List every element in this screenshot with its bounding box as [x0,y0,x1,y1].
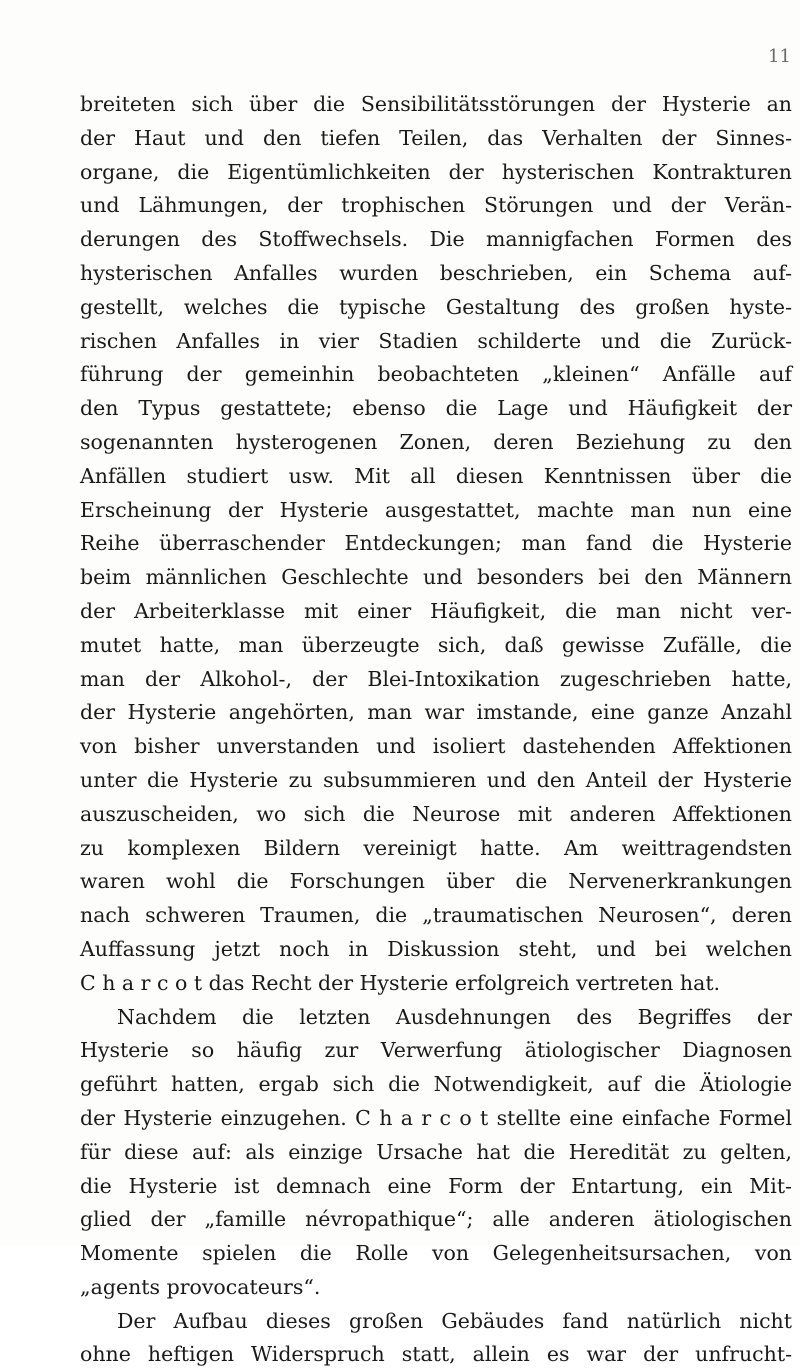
text-line: von bisher unverstanden und isoliert dastehenden Affektionen [80,734,792,759]
text-line: beim männlichen Geschlechte und besonders bei den Männern [80,565,792,590]
text-line: für diese auf: als einzige Ursache hat die Heredität zu gelten, [80,1139,792,1164]
text-line: organe, die Eigentümlichkeiten der hysterischen Kontrakturen [80,159,792,184]
text-line: der Haut und den tiefen Teilen, das Verhalten der Sinnes- [80,125,792,150]
text-line: Anfällen studiert usw. Mit all diesen Kenntnissen über die [80,463,792,488]
text-line: gestellt, welches die typische Gestaltung des großen hyste- [80,294,792,319]
text-line: Auffassung jetzt noch in Diskussion steht, und bei welchen [80,936,792,961]
text-line: C h a r c o t das Recht der Hysterie erfolgreich vertreten hat. [80,970,721,995]
text-line: rischen Anfalles in vier Stadien schilderte und die Zurück- [80,328,792,353]
text-line: ohne heftigen Widerspruch statt, allein es war der unfrucht- [80,1342,792,1367]
text-line: mutet hatte, man überzeugte sich, daß gewisse Zufälle, die [80,632,792,657]
text-line: hysterischen Anfalles wurden beschrieben, ein Schema auf- [80,260,792,285]
page-number: 11 [768,46,791,67]
text-line: Erscheinung der Hysterie ausgestattet, machte man nun eine [80,497,792,522]
text-line: der Arbeiterklasse mit einer Häufigkeit, die man nicht ver- [80,598,792,623]
text-line: Reihe überraschender Entdeckungen; man fand die Hysterie [80,531,792,556]
text-line: man der Alkohol-, der Blei-Intoxikation zugeschrieben hatte, [80,666,792,691]
text-line: die Hysterie ist demnach eine Form der Entartung, ein Mit- [80,1173,792,1198]
text-line: Nachdem die letzten Ausdehnungen des Begriffes der [117,1004,792,1029]
text-line: zu komplexen Bildern vereinigt hatte. Am weittragendsten [80,835,792,860]
text-line: glied der „famille névropathique“; alle anderen ätiologischen [80,1207,792,1232]
text-line: geführt hatten, ergab sich die Notwendigkeit, auf die Ätiologie [80,1072,792,1097]
text-line: waren wohl die Forschungen über die Nervenerkrankungen [80,869,792,894]
text-line: Der Aufbau dieses großen Gebäudes fand natürlich nicht [117,1308,792,1333]
text-line: breiteten sich über die Sensibilitätsstörungen der Hysterie an [80,92,792,116]
text-line: nach schweren Traumen, die „traumatischen Neurosen“, deren [80,903,792,928]
text-line: Hysterie so häufig zur Verwerfung ätiologischer Diagnosen [80,1038,792,1063]
text-line: „agents provocateurs“. [80,1274,321,1299]
text-line: führung der gemeinhin beobachteten „kleinen“ Anfälle auf [80,362,792,387]
text-line: Momente spielen die Rolle von Gelegenheitsursachen, von [80,1241,792,1266]
body-text [80,88,792,1372]
text-line: derungen des Stoffwechsels. Die mannigfachen Formen des [80,227,792,252]
text-line: unter die Hysterie zu subsummieren und den Anteil der Hysterie [80,767,792,792]
text-line: und Lähmungen, der trophischen Störungen und der Verän- [80,193,792,218]
text-line: der Hysterie angehörten, man war imstande, eine ganze Anzahl [80,700,792,725]
text-line: den Typus gestattete; ebenso die Lage und Häufigkeit der [80,396,792,421]
text-line: auszuscheiden, wo sich die Neurose mit anderen Affektionen [80,801,792,826]
text-line: der Hysterie einzugehen. C h a r c o t stellte eine einfache Formel [80,1105,792,1130]
text-line: sogenannten hysterogenen Zonen, deren Beziehung zu den [80,429,792,454]
